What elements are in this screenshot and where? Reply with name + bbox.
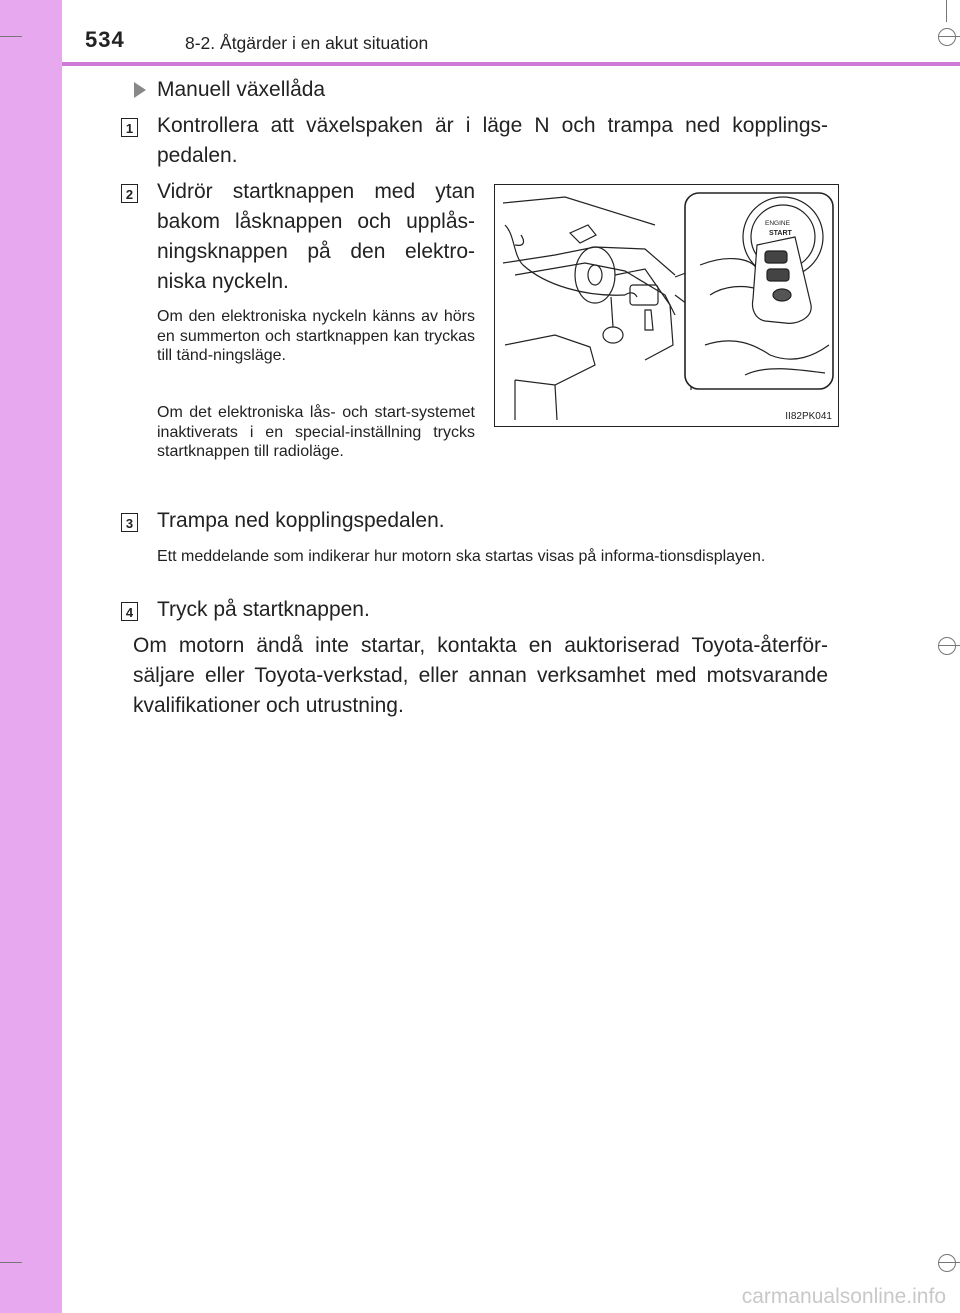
step-2-note-1: Om den elektroniska nyckeln känns av hörs en summerton och startknappen kan tryckas till tänd-ningsläge. (157, 308, 475, 364)
step-number-3: 3 (121, 513, 138, 532)
registration-mark (938, 28, 956, 46)
bullet-heading: Manuell växellåda (157, 78, 326, 101)
step-3-text: Trampa ned kopplingspedalen. (157, 509, 445, 532)
step-2-text-line-2: bakom låsknappen och upplås- (157, 210, 475, 233)
step-1-text-line-2: pedalen. (157, 144, 238, 167)
header-rule (62, 62, 960, 66)
step-2-text-line-1: Vidrör startknappen med ytan (157, 180, 475, 203)
closing-paragraph-line-3: kvalifikationer och utrustning. (133, 694, 404, 717)
step-2-text-line-4: niska nyckeln. (157, 270, 289, 293)
closing-paragraph-line-1: Om motorn ändå inte startar, kontakta en auktoriserad Toyota-återför- (133, 634, 828, 657)
closing-paragraph-line-2: säljare eller Toyota-verkstad, eller annan verksamhet med motsvarande (133, 664, 828, 687)
crop-mark (946, 0, 947, 22)
section-title: 8-2. Åtgärder i en akut situation (185, 33, 429, 53)
registration-mark (938, 637, 956, 655)
crop-mark (0, 36, 22, 37)
step-2-note-2: Om det elektroniska lås- och start-systemet inaktiverats i en special-inställning trycks startknappen till radioläge. (157, 404, 475, 460)
page-number: 534 (85, 27, 125, 52)
step-number-2: 2 (121, 184, 138, 203)
start-label: START (769, 230, 792, 237)
side-tab-strip (0, 0, 62, 1313)
step-number-1: 1 (121, 118, 138, 137)
step-3-note: Ett meddelande som indikerar hur motorn ska startas visas på informa-tionsdisplayen. (157, 548, 766, 565)
registration-mark (938, 1254, 956, 1272)
figure-code: II82PK041 (785, 411, 832, 422)
step-1-text-line-1: Kontrollera att växelspaken är i läge N och trampa ned kopplings- (157, 114, 828, 137)
car-interior-illustration (495, 185, 839, 427)
watermark: carmanualsonline.info (741, 1285, 946, 1308)
step-number-4: 4 (121, 602, 138, 621)
illustration-figure (494, 184, 839, 427)
step-4-text: Tryck på startknappen. (157, 598, 370, 621)
engine-label: ENGINE (765, 220, 790, 227)
step-2-text-line-3: ningsknappen på den elektro- (157, 240, 475, 263)
crop-mark (0, 1262, 22, 1263)
triangle-bullet-icon (134, 82, 146, 98)
